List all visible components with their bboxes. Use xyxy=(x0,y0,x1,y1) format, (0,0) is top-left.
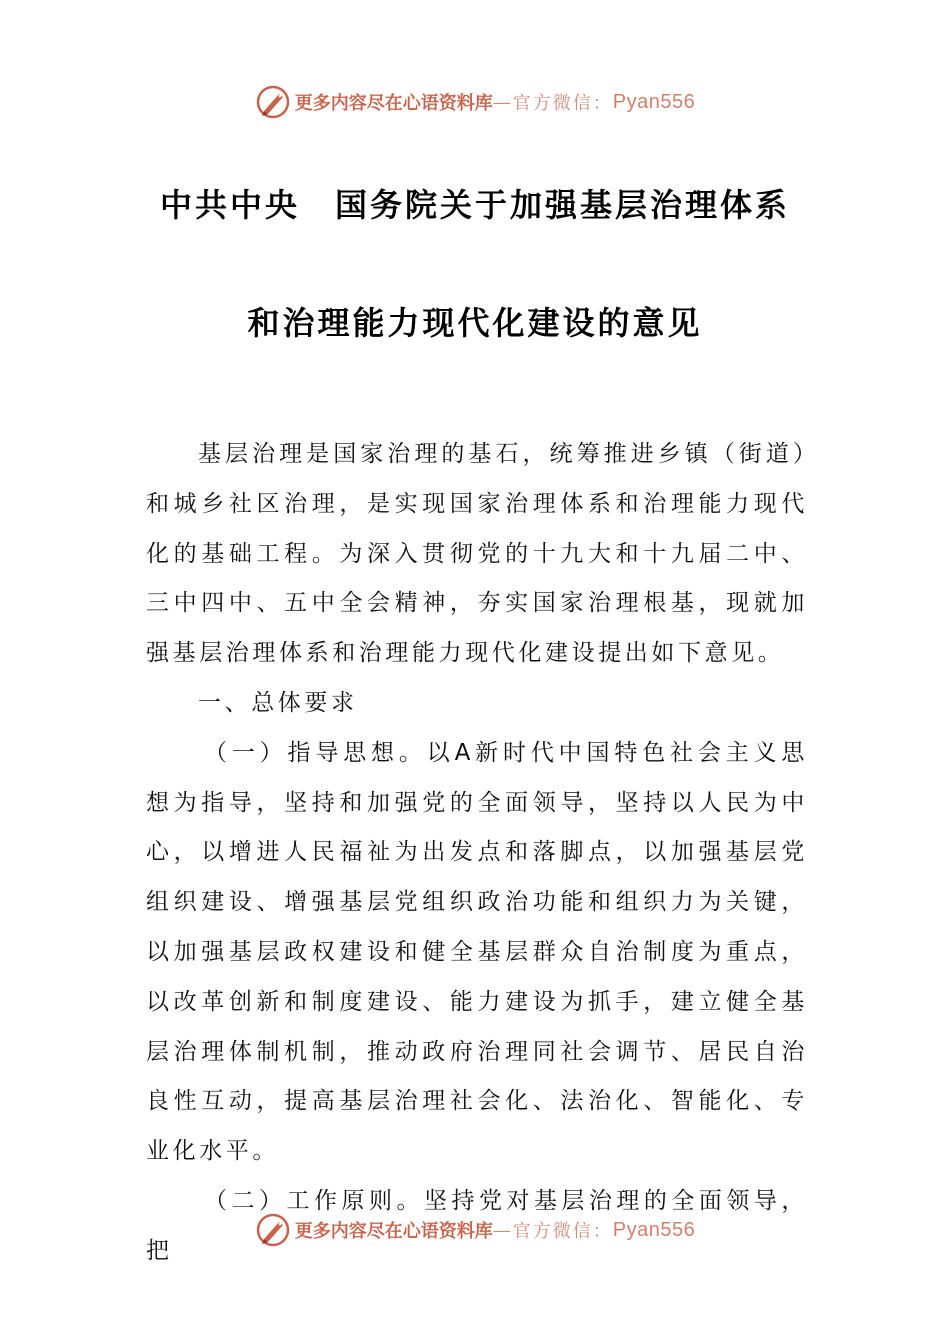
watermark-official-label: 官方微信： xyxy=(512,1221,613,1242)
watermark-wechat-id: Pyan556 xyxy=(612,90,696,113)
document-title-line-1: 中共中央 国务院关于加强基层治理体系 xyxy=(159,186,790,224)
paragraph-guiding-ideology: （一）指导思想。以A新时代中国特色社会主义思想为指导，坚持和加强党的全面领导，坚持以人民为中心，以增进人民福祉为出发点和落脚点，以加强基层党组织建设、增强基层党组织政治功能和组织力为关键，以加强基层政权建设和健全基层群众自治制度为重点，以改革创新和制度建设、能力建设为抓手，建立健全基层治理体制机制，推动政府治理同社会调节、居民自治良性互动，提高基层治理社会化、法治化、智能化、专业化水平。 xyxy=(146,739,808,1165)
watermark-banner-top xyxy=(0,82,950,122)
pen-logo-icon xyxy=(255,1212,291,1248)
watermark-dash: — xyxy=(492,1219,513,1241)
watermark-banner-bottom xyxy=(0,1210,950,1250)
paragraph-intro: 基层治理是国家治理的基石，统筹推进乡镇（街道）和城乡社区治理，是实现国家治理体系和治理能力现代化的基础工程。为深入贯彻党的十九大和十九届二中、三中四中、五中全会精神，夯实国家治理根基，现就加强基层治理体系和治理能力现代化建设提出如下意见。 xyxy=(146,441,808,667)
watermark-dash: — xyxy=(492,91,513,113)
section-heading-general-requirements: 一、总体要求 xyxy=(198,689,358,716)
document-body xyxy=(146,430,808,1277)
document-title-line-2: 和治理能力现代化建设的意见 xyxy=(247,304,703,342)
watermark-wechat-id: Pyan556 xyxy=(612,1218,696,1241)
watermark-official-label: 官方微信： xyxy=(512,93,613,114)
watermark-brand: 更多内容尽在心语资料库 xyxy=(294,1221,493,1242)
watermark-brand: 更多内容尽在心语资料库 xyxy=(294,93,493,114)
paragraph-work-principles: （二）工作原则。坚持党对基层治理的全面领导，把 xyxy=(146,1187,808,1264)
pen-logo-icon xyxy=(255,84,291,120)
